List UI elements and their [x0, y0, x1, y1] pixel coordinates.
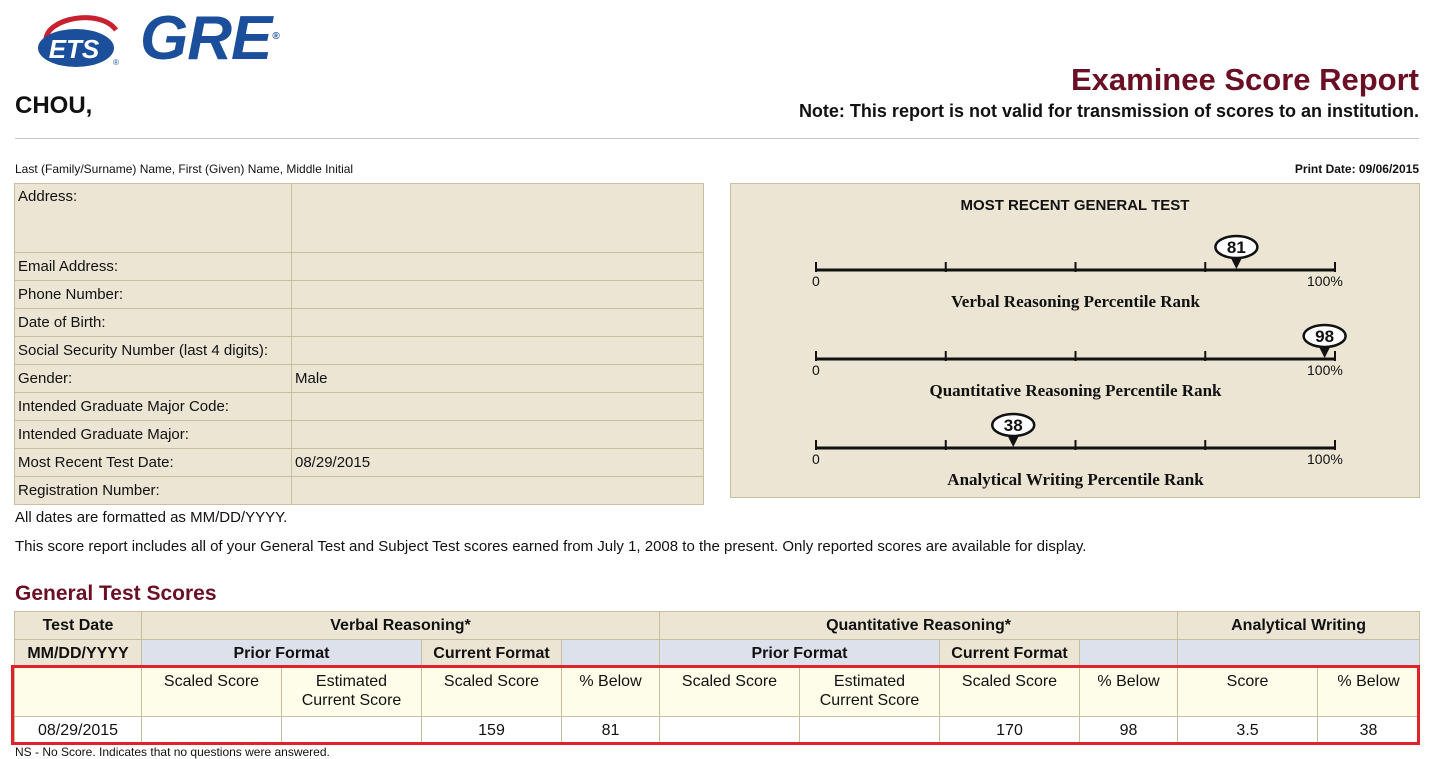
no-score-note: NS - No Score. Indicates that no questions were answered. [15, 745, 330, 759]
percentile-marker-pointer [1007, 435, 1019, 447]
info-value [292, 337, 704, 365]
info-value [292, 421, 704, 449]
header-verbal-current-format: Current Format [422, 640, 562, 668]
info-row-address [15, 184, 704, 253]
scores-header-row-1 [15, 612, 1420, 640]
header-quant-estimated: Estimated Current Score [800, 668, 940, 717]
scores-header-row-3 [15, 668, 1420, 717]
percentile-scale-max-label: 100% [1307, 451, 1343, 467]
percentile-scales [731, 184, 1419, 497]
header-verbal-prior-format: Prior Format [142, 640, 422, 668]
header-quant-prior-scaled: Scaled Score [660, 668, 800, 717]
examinee-name: CHOU, [15, 92, 93, 119]
header-verbal-current-scaled: Scaled Score [422, 668, 562, 717]
info-value: Male [292, 365, 704, 393]
header-divider [15, 138, 1419, 139]
score-writing: 3.5 [1178, 717, 1318, 745]
general-test-scores-title: General Test Scores [15, 582, 217, 605]
score-verbal-prior-estimated [282, 717, 422, 745]
percentile-rank-panel [730, 183, 1420, 498]
info-row-major-code [15, 393, 704, 421]
header-verbal-prior-scaled: Scaled Score [142, 668, 282, 717]
header-writing-score: Score [1178, 668, 1318, 717]
score-row [15, 717, 1420, 745]
percentile-scale-min-label: 0 [812, 362, 820, 378]
gre-logo: GRE® [140, 4, 279, 73]
header-verbal-reasoning: Verbal Reasoning* [142, 612, 660, 640]
info-label: Phone Number: [15, 281, 292, 309]
score-quant-prior-estimated [800, 717, 940, 745]
score-verbal-current: 159 [422, 717, 562, 745]
info-label: Address: [15, 184, 292, 253]
percentile-scale-title: Analytical Writing Percentile Rank [947, 470, 1204, 489]
ets-logo [36, 10, 120, 68]
percentile-marker-pointer [1230, 257, 1242, 269]
percentile-marker-value: 98 [1315, 327, 1335, 346]
percentile-marker-value: 38 [1003, 416, 1023, 435]
info-row-major [15, 421, 704, 449]
score-test-date: 08/29/2015 [15, 717, 142, 745]
header-verbal-estimated: Estimated Current Score [282, 668, 422, 717]
info-value [292, 477, 704, 505]
header-writing-below: % Below [1318, 668, 1420, 717]
percentile-scale-max-label: 100% [1307, 273, 1343, 289]
header-quant-prior-format: Prior Format [660, 640, 940, 668]
info-value [292, 253, 704, 281]
info-row-phone [15, 281, 704, 309]
name-caption: Last (Family/Surname) Name, First (Given) Name, Middle Initial [15, 162, 354, 176]
info-row-registration [15, 477, 704, 505]
info-value [292, 393, 704, 421]
score-quant-current: 170 [940, 717, 1080, 745]
percentile-scale-title: Verbal Reasoning Percentile Rank [951, 292, 1200, 311]
info-label: Email Address: [15, 253, 292, 281]
header-verbal-below: % Below [562, 668, 660, 717]
header-blank [1178, 640, 1420, 668]
info-row-email [15, 253, 704, 281]
header-quantitative-reasoning: Quantitative Reasoning* [660, 612, 1178, 640]
report-title: Examinee Score Report [1070, 62, 1419, 97]
svg-text:®: ® [113, 58, 119, 67]
header-quant-below: % Below [1080, 668, 1178, 717]
info-label: Gender: [15, 365, 292, 393]
percentile-scale-min-label: 0 [812, 451, 820, 467]
report-note: Note: This report is not valid for transmission of scores to an institution. [798, 101, 1419, 121]
info-row-gender [15, 365, 704, 393]
info-label: Registration Number: [15, 477, 292, 505]
header-quant-current-format: Current Format [940, 640, 1080, 668]
header-blank [562, 640, 660, 668]
percentile-scale-min-label: 0 [812, 273, 820, 289]
header-date-format: MM/DD/YYYY [15, 640, 142, 668]
info-row-ssn [15, 337, 704, 365]
score-verbal-below: 81 [562, 717, 660, 745]
score-verbal-prior-scaled [142, 717, 282, 745]
score-quant-prior-scaled [660, 717, 800, 745]
info-label: Social Security Number (last 4 digits): [15, 337, 292, 365]
header-blank [1080, 640, 1178, 668]
ets-logo-text: ETS [48, 34, 100, 64]
score-quant-below: 98 [1080, 717, 1178, 745]
header-blank [15, 668, 142, 717]
scores-included-note: This score report includes all of your General Test and Subject Test scores earned from July 1, 2008 to the present. Only reported scores are available for display. [15, 538, 1087, 555]
percentile-scale-title: Quantitative Reasoning Percentile Rank [929, 381, 1222, 400]
percentile-heading: MOST RECENT GENERAL TEST [960, 197, 1190, 214]
info-value [292, 309, 704, 337]
dates-format-note: All dates are formatted as MM/DD/YYYY. [15, 509, 288, 526]
percentile-marker-pointer [1319, 346, 1331, 358]
percentile-marker-value: 81 [1226, 238, 1246, 257]
percentile-scale-max-label: 100% [1307, 362, 1343, 378]
info-row-dob [15, 309, 704, 337]
info-label: Intended Graduate Major: [15, 421, 292, 449]
score-writing-below: 38 [1318, 717, 1420, 745]
info-label: Most Recent Test Date: [15, 449, 292, 477]
examinee-info-table [14, 183, 704, 505]
info-value [292, 184, 704, 253]
header-test-date: Test Date [15, 612, 142, 640]
info-label: Date of Birth: [15, 309, 292, 337]
scores-header-row-2 [15, 640, 1420, 668]
header-analytical-writing: Analytical Writing [1178, 612, 1420, 640]
info-value: 08/29/2015 [292, 449, 704, 477]
info-value [292, 281, 704, 309]
general-test-scores-table [14, 611, 1420, 745]
info-label: Intended Graduate Major Code: [15, 393, 292, 421]
header-quant-current-scaled: Scaled Score [940, 668, 1080, 717]
info-row-test-date [15, 449, 704, 477]
print-date: Print Date: 09/06/2015 [1294, 162, 1419, 176]
